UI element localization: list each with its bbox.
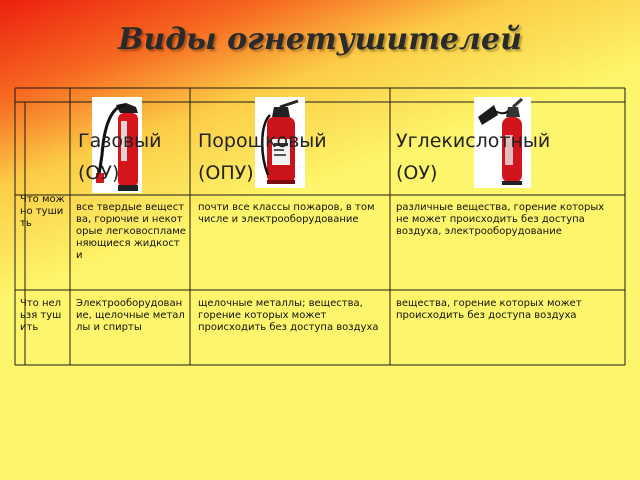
header-water-name: Газовый — [78, 130, 162, 152]
row-label-can-extinguish: Что можно тушить — [20, 194, 65, 229]
table-cell: Электрооборудование, щелочные металлы и спирты — [76, 298, 185, 333]
table-cell: различные вещества, горение которых не может происходить без доступа воздуха, электрооборудование — [396, 202, 605, 237]
header-powder-abbr: (ОПУ) — [198, 162, 254, 184]
table-cell: все твердые вещества, горючие и некоторые легковоспламеняющиеся жидкости — [76, 202, 186, 261]
table-cell: почти все классы пожаров, в том числе и электрооборудование — [198, 202, 375, 225]
header-co2-name: Углекислотный — [396, 130, 551, 152]
header-powder-name: Порошковый — [198, 130, 327, 152]
table-cell: щелочные металлы; вещества, горение которых может происходить без доступа воздуха — [198, 298, 379, 333]
row-label-cannot-extinguish: Что нельзя тушить — [20, 298, 62, 333]
table-cell: вещества, горение которых может происходить без доступа воздуха — [396, 298, 582, 321]
header-water-abbr: (ОУ) — [78, 162, 120, 184]
header-co2-abbr: (ОУ) — [396, 162, 438, 184]
slide-title: Виды огнетушителей — [118, 22, 522, 57]
